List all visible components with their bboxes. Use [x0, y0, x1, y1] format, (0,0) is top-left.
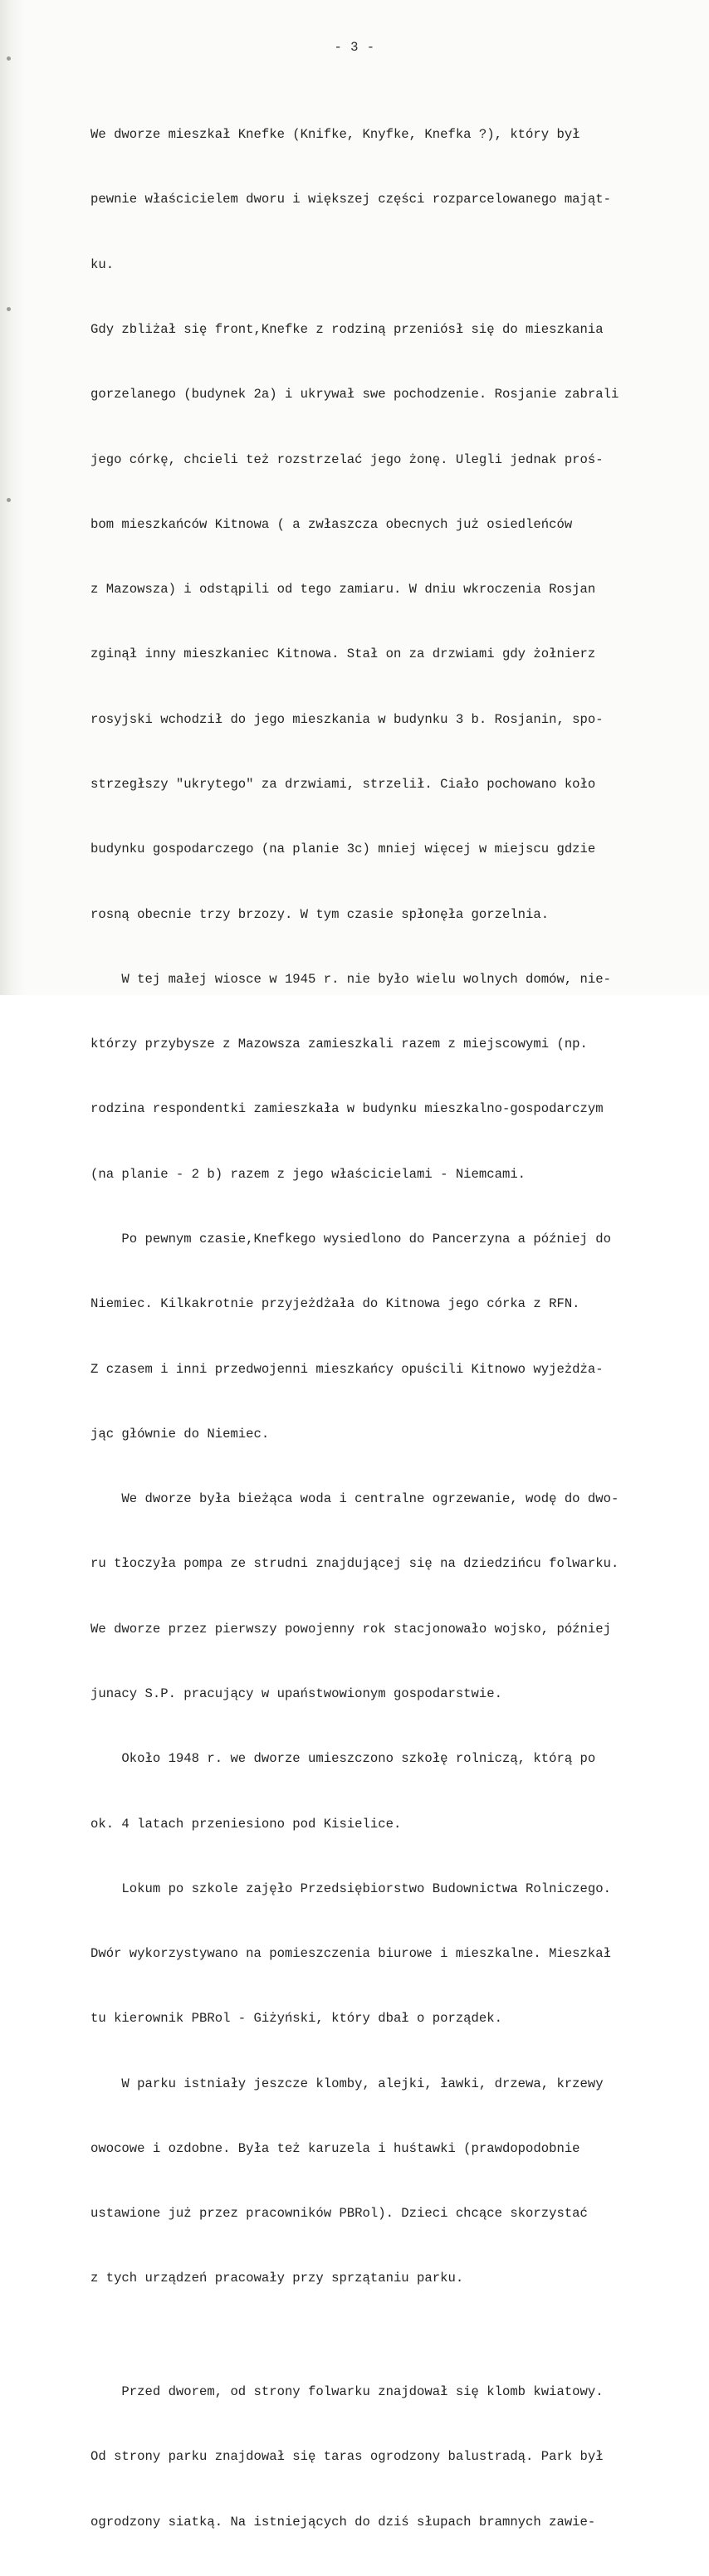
punch-hole-mark [7, 56, 11, 61]
text-line: junacy S.P. pracujący w upaństwowionym gospodarstwie. [90, 1686, 502, 1701]
binding-edge [0, 0, 25, 995]
text-line: ustawione już przez pracowników PBRol). Dzieci chcące skorzystać [90, 2206, 588, 2222]
text-line: Od strony parku znajdował się taras ogrodzony balustradą. Park był [90, 2449, 604, 2465]
text-line: We dworze mieszkał Knefke (Knifke, Knyfke, Knefka ?), który był [90, 127, 580, 143]
text-line: ru tłoczyła pompa ze strudni znajdującej się na dziedzińcu folwarku. [90, 1556, 619, 1572]
text-line: rodzina respondentki zamieszkała w budynku mieszkalno-gospodarczym [90, 1101, 604, 1117]
text-line: Po pewnym czasie,Knefkego wysiedlono do Pancerzyna a później do [90, 1231, 611, 1247]
text-line: Niemiec. Kilkakrotnie przyjeżdżała do Kitnowa jego córka z RFN. [90, 1296, 580, 1312]
text-line: Około 1948 r. we dworze umieszczono szkołę rolniczą, którą po [90, 1751, 596, 1767]
text-line: Przed dworem, od strony folwarku znajdował się klomb kwiatowy. [90, 2383, 604, 2399]
text-line: rosyjski wchodził do jego mieszkania w budynku 3 b. Rosjanin, spo- [90, 711, 604, 727]
text-line: zginął inny mieszkaniec Kitnowa. Stał on za drzwiami gdy żołnierz [90, 646, 596, 662]
text-line: gorzelanego (budynek 2a) i ukrywał swe pochodzenie. Rosjanie zabrali [90, 387, 619, 402]
text-line: Lokum po szkole zajęło Przedsiębiorstwo Budownictwa Rolniczego. [90, 1881, 611, 1896]
text-line: ku. [90, 256, 115, 272]
text-line: ok. 4 latach przeniesiono pod Kisielice. [90, 1816, 402, 1832]
text-line: ogrodzony siatką. Na istniejących do dziś słupach bramnych zawie- [90, 2514, 596, 2530]
text-line: W parku istniały jeszcze klomby, alejki, ławki, drzewa, krzewy [90, 2076, 604, 2091]
text-line: bom mieszkańców Kitnowa ( a zwłaszcza obecnych już osiedleńców [90, 516, 573, 532]
text-line: z tych urządzeń pracowały przy sprzątaniu parku. [90, 2271, 464, 2286]
text-line: owocowe i ozdobne. Była też karuzela i huśtawki (prawdopodobnie [90, 2140, 580, 2156]
text-line: We dworze przez pierwszy powojenny rok stacjonowało wojsko, później [90, 1621, 611, 1637]
text-line: strzegłszy "ukrytego" za drzwiami, strzelił. Ciało pochowano koło [90, 777, 596, 792]
text-line: z Mazowsza) i odstąpili od tego zamiaru. W dniu wkroczenia Rosjan [90, 582, 596, 598]
text-line: W tej małej wiosce w 1945 r. nie było wielu wolnych domów, nie- [90, 971, 611, 987]
text-line: budynku gospodarczego (na planie 3c) mniej więcej w miejscu gdzie [90, 842, 596, 857]
page-number: - 3 - [334, 40, 375, 55]
text-line: którzy przybysze z Mazowsza zamieszkali razem z miejscowymi (np. [90, 1037, 588, 1052]
text-line: Dwór wykorzystywano na pomieszczenia biurowe i mieszkalne. Mieszkał [90, 1946, 611, 1962]
text-line: jąc głównie do Niemiec. [90, 1426, 270, 1442]
text-line: Gdy zbliżał się front,Knefke z rodziną przeniósł się do mieszkania [90, 322, 604, 338]
text-line: jego córkę, chcieli też rozstrzelać jego żonę. Ulegli jednak proś- [90, 451, 604, 467]
text-line: Z czasem i inni przedwojenni mieszkańcy opuścili Kitnowo wyjeżdża- [90, 1361, 604, 1377]
text-line: (na planie - 2 b) razem z jego właścicielami - Niemcami. [90, 1166, 526, 1182]
text-line: pewnie właścicielem dworu i większej części rozparcelowanego mająt- [90, 192, 611, 207]
text-line: We dworze była bieżąca woda i centralne ogrzewanie, wodę do dwo- [90, 1491, 619, 1507]
punch-hole-mark [7, 498, 11, 502]
paragraph-gap [90, 2333, 688, 2338]
punch-hole-mark [7, 307, 11, 311]
text-line: tu kierownik PBRol - Giżyński, który dbał o porządek. [90, 2011, 502, 2027]
text-line: rosną obecnie trzy brzozy. W tym czasie spłonęła gorzelnia. [90, 906, 550, 922]
body-text [90, 80, 688, 2576]
